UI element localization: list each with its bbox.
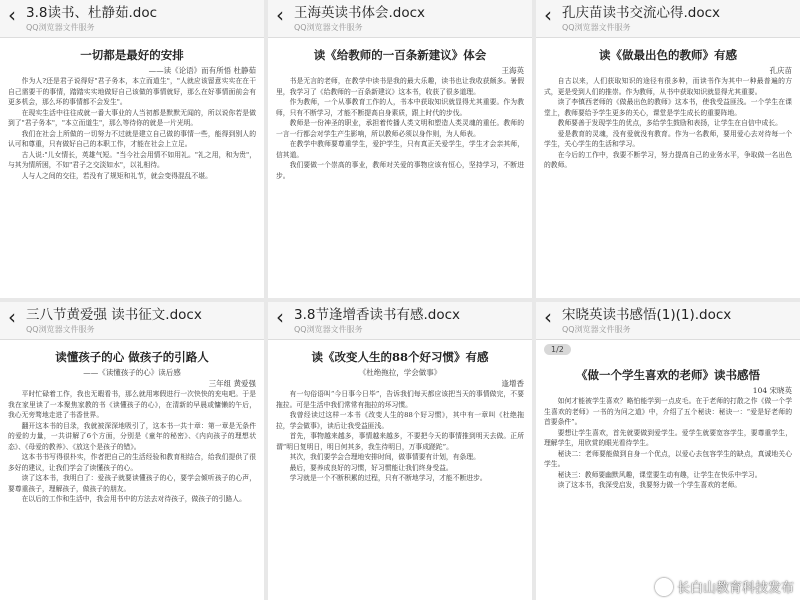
file-subtitle: QQ浏览器文件服务 xyxy=(562,23,631,32)
doc-paragraph: 书是无言的老师，在教学中读书是我的最大乐趣，读书也让我收获颇多。暑假里，我学习了《给教师的一百条新建议》这本书，收获了很多道理。 xyxy=(276,77,524,96)
document-content xyxy=(0,38,264,181)
file-title: 3.8节逢增香读书有感.docx xyxy=(294,307,461,323)
doc-paragraph: 秘诀二：老师要能做到自身一个优点，以爱心去包容学生的缺点，真诚地关心学生。 xyxy=(544,449,792,468)
file-title: 宋晓英读书感悟(1)(1).docx xyxy=(562,307,732,323)
panel-header xyxy=(536,302,800,340)
doc-title: 读《给教师的一百条新建议》体会 xyxy=(313,48,487,62)
file-subtitle: QQ浏览器文件服务 xyxy=(26,23,95,32)
doc-paragraph: 最后，要养成良好的习惯，好习惯能让我们终身受益。 xyxy=(289,463,453,472)
document-content xyxy=(268,38,532,181)
doc-paragraph: 如何才能被学生喜欢？略怕能学到一点皮毛。在于老师的打散之作《做一个学生喜欢的老师》一书的为问之道》中，介绍了五个秘诀：秘诀一：“爱是好老师的首要条件”。 xyxy=(544,397,792,426)
doc-title: 《做一个学生喜欢的老师》读书感悟 xyxy=(576,368,760,382)
doc-paragraph: 人与人之间的交往，若没有了规矩和礼节，就会变得混乱不堪。 xyxy=(21,171,212,180)
doc-paragraph: 在教学中教师要尊重学生，爱护学生，只有真正关爱学生，学生才会亲其师，信其道。 xyxy=(276,140,524,159)
back-arrow-icon[interactable]: ‹ xyxy=(8,305,16,329)
doc-panel-5[interactable] xyxy=(268,302,532,600)
doc-title: 读《改变人生的88个好习惯》有感 xyxy=(311,350,489,364)
doc-paragraph: 其次，我们要学会合理地安排时间，做事情要有计划，有条理。 xyxy=(289,453,480,461)
doc-author: 三年组 黄爱强 xyxy=(208,379,256,388)
panel-header xyxy=(268,0,532,38)
doc-author: 王海英 xyxy=(501,66,524,75)
file-subtitle: QQ浏览器文件服务 xyxy=(26,325,95,334)
doc-author: 104 宋晓英 xyxy=(752,386,792,395)
doc-paragraph: 作为教师，一个从事教育工作的人，书本中获取知识就显得尤其重要。作为教师，只有不断学习，才能不断提高自身素质，跟上时代的步伐。 xyxy=(276,98,524,117)
back-arrow-icon[interactable]: ‹ xyxy=(8,3,16,27)
doc-paragraph: 教师要善于发现学生的优点，多给学生鼓励和表扬，让学生在自信中成长。 xyxy=(557,119,782,127)
doc-subtitle: ——《读懂孩子的心》读后感 xyxy=(83,368,181,377)
doc-paragraph: 我们要做一个崇高的事业，教师对关爱的事物应该有恒心，坚持学习，不断进步。 xyxy=(276,161,524,180)
doc-author: 孔庆苗 xyxy=(769,66,792,75)
file-subtitle: QQ浏览器文件服务 xyxy=(294,23,363,32)
document-content xyxy=(536,38,800,171)
doc-paragraph: 我们在社会上所做的一切努力不过就是建立自己做的事情一些，能得到别人的认可和尊重，只有做好自己的本职工作，才能在社会上立足。 xyxy=(8,129,256,148)
doc-title: 读懂孩子的心 做孩子的引路人 xyxy=(55,350,209,364)
doc-title: 读《做最出色的教师》有感 xyxy=(599,48,737,62)
doc-paragraph: 这本书书写得很朴实，作者把自己的生活经验和教育相结合，给我们提供了很多好的建议，让我们学会了读懂孩子的心。 xyxy=(8,453,256,472)
doc-paragraph: 读了这本书，我深受启发，我要努力做一个学生喜欢的老师。 xyxy=(557,481,742,489)
doc-paragraph: 读了这本书，我明白了：爱孩子就要读懂孩子的心，要学会倾听孩子的心声，要尊重孩子，理解孩子，做孩子的朋友。 xyxy=(8,474,256,493)
doc-paragraph: 爱是教育的灵魂，没有爱就没有教育。作为一名教师，要用爱心去对待每一个学生，关心学生的生活和学习。 xyxy=(544,129,792,148)
panel-header xyxy=(536,0,800,38)
doc-author: 逢增香 xyxy=(501,379,524,388)
back-arrow-icon[interactable]: ‹ xyxy=(544,3,552,27)
document-content xyxy=(268,340,532,484)
doc-paragraph: 秘诀三：教师要幽默风趣，课堂要生动有趣，让学生在快乐中学习。 xyxy=(557,470,762,479)
doc-paragraph: 在以后的工作和生活中，我会用书中的方法去对待孩子，做孩子的引路人。 xyxy=(21,495,246,503)
document-content xyxy=(0,340,264,505)
panel-header xyxy=(0,302,264,340)
doc-panel-2[interactable] xyxy=(268,0,532,298)
file-title: 孔庆苗读书交流心得.docx xyxy=(562,5,721,21)
doc-paragraph: 要想让学生喜欢，首先就要做到爱学生。爱学生就要宽容学生，要尊重学生，理解学生，用欣赏的眼光看待学生。 xyxy=(544,428,792,447)
doc-panel-1[interactable] xyxy=(0,0,264,298)
panel-header xyxy=(0,0,264,38)
file-title: 3.8读书、杜静茹.doc xyxy=(26,5,158,21)
panel-header xyxy=(268,302,532,340)
doc-paragraph: 读了李镇西老师的《做最出色的教师》这本书，使我受益匪浅。一个学生在课堂上，教师要给予学生更多的关心，课堂是学生成长的重要阵地。 xyxy=(544,98,792,117)
file-subtitle: QQ浏览器文件服务 xyxy=(562,325,631,334)
doc-paragraph: 翻开这本书的目录，我就被深深地吸引了，这本书一共十章：第一章是无条件的爱的力量，一共讲解了6个方面，分别是《童年的秘密》、《内向孩子的理想状态》、《母爱的教养》、《放这个是孩子的错》。 xyxy=(8,421,256,451)
doc-paragraph: 古人说:"儿女情长，英雄气短。"当今社会用情不如用礼。"礼之用，和为贵"，与其为情所困，不如"君子之交淡如水"，以礼相待。 xyxy=(8,150,256,169)
watermark-text: 长白山教育科技发布 xyxy=(676,581,794,596)
file-subtitle: QQ浏览器文件服务 xyxy=(294,325,363,334)
doc-paragraph: 我曾经读过这样一本书《改变人生的88个好习惯》，其中有一章叫《杜绝拖拉，学会做事》，读后让我受益匪浅。 xyxy=(276,411,524,430)
doc-paragraph: 在现实生活中往往成就一番大事业的人当初都是默默无闻的，所以说你若是做到了"君子务本"，"本立而道生"，那么等待你的就是一片光明。 xyxy=(8,108,256,127)
doc-paragraph: 平时忙碌着工作，我也无暇看书，那么就用寒假进行一次快快的充电吧。于是我在家里读了一本聚焦家教的书《读懂孩子的心》，在清新的早晨或慵懒的午后，我心无旁骛地走进了书香世界。 xyxy=(8,390,256,419)
doc-title: 一切都是最好的安排 xyxy=(80,48,184,62)
doc-paragraph: 作为人?还是君子说得好"君子务本，本立而道生"，"人就应该留意实实在在干自己需要干的事情，踏踏实实地做好自己该做的事情就好，那么在好事情面前会有更多机会，那么坏的事情都不会发生"。 xyxy=(8,77,256,106)
watermark xyxy=(655,577,794,596)
file-title: 三八节黄爱强 读书征文.docx xyxy=(26,307,202,323)
doc-paragraph: 学习就是一个不断积累的过程，只有不断地学习，才能不断进步。 xyxy=(289,474,487,482)
doc-paragraph: 自古以来，人们获取知识的途径有很多种，而读书作为其中一种最普遍的方式，更是受到人们的推崇。作为教师，从书中获取知识就显得尤其重要。 xyxy=(544,77,792,96)
watermark-logo-icon xyxy=(655,578,673,596)
back-arrow-icon[interactable]: ‹ xyxy=(276,305,284,329)
doc-paragraph: 在今后的工作中，我要不断学习，努力提高自己的业务水平，争取做一名出色的教师。 xyxy=(544,150,792,169)
doc-panel-3[interactable] xyxy=(536,0,800,298)
file-title: 王海英读书体会.docx xyxy=(294,5,426,21)
doc-paragraph: 有一句俗语叫“今日事今日毕”，告诉我们每天都应该把当天的事情做完，不要拖拉。可是生活中我们常常有拖拉的坏习惯。 xyxy=(276,390,524,409)
back-arrow-icon[interactable]: ‹ xyxy=(544,305,552,329)
doc-subtitle: ——读《论语》而有所悟 杜静茹 xyxy=(148,66,256,75)
document-content xyxy=(536,340,800,491)
doc-paragraph: 教师是一份神圣的职业，承担着传播人类文明和塑造人类灵魂的重任。教师的一言一行都会对学生产生影响，所以教师必须以身作则，为人师表。 xyxy=(276,119,524,138)
doc-panel-6[interactable] xyxy=(536,302,800,600)
page-indicator: 1/2 xyxy=(544,344,571,355)
doc-paragraph: 首先，事物越来越多，事情越来越多，不要把今天的事情推到明天去做。正所谓“明日复明日，明日何其多，我生待明日，万事成蹉跎”。 xyxy=(276,432,524,451)
back-arrow-icon[interactable]: ‹ xyxy=(276,3,284,27)
doc-subtitle: 《杜绝拖拉，学会做事》 xyxy=(358,368,442,377)
doc-panel-4[interactable] xyxy=(0,302,264,600)
